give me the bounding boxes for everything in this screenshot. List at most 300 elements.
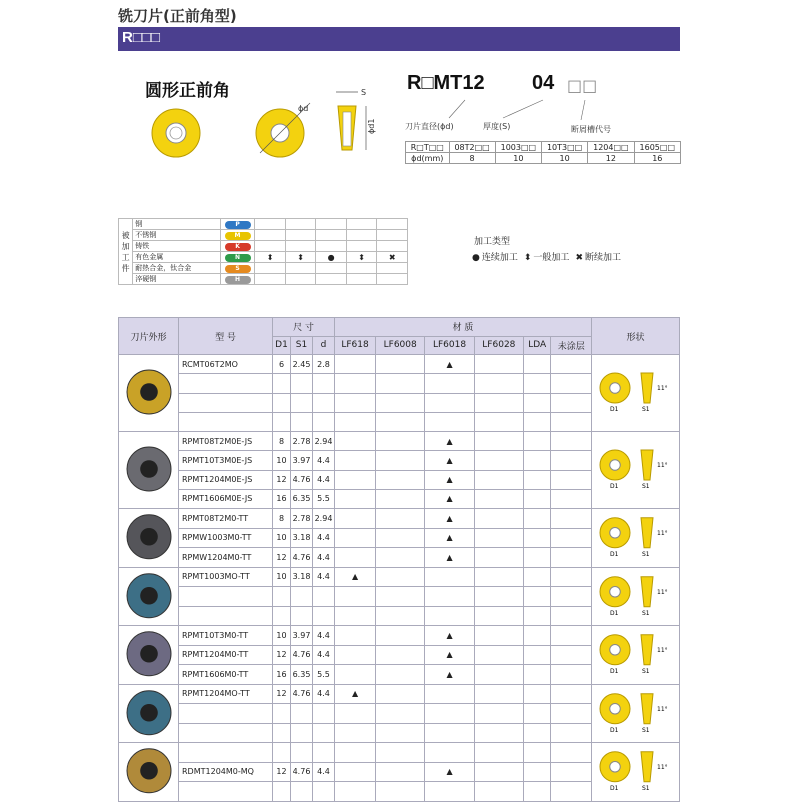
material-cell: [425, 704, 474, 724]
insert-form-cell: [592, 509, 680, 568]
process-title: 加工类型: [474, 237, 511, 247]
workpiece-row: [119, 263, 408, 274]
material-cell: ▲: [425, 665, 474, 685]
material-cell: [524, 489, 551, 508]
insert-table: [118, 317, 680, 802]
form-angle-label: 11°: [656, 763, 668, 771]
material-cell: [376, 470, 425, 489]
material-cell: [474, 587, 523, 607]
material-cell: ▲: [425, 509, 474, 529]
insert-photo: [121, 626, 177, 682]
model-cell: [179, 606, 273, 626]
header-s1: S1: [291, 336, 313, 355]
workpiece-symbol-cell: [346, 274, 377, 285]
material-cell: [376, 393, 425, 412]
material-cell: [425, 567, 474, 587]
dimension-table: [405, 141, 681, 164]
workpiece-code-cell: [220, 219, 255, 230]
material-cell: [551, 587, 592, 607]
dim-header-cell: 1605□□: [634, 142, 680, 153]
workpiece-symbol-cell: [346, 241, 377, 252]
d-cell: 4.4: [313, 645, 335, 665]
material-cell: [335, 451, 376, 470]
page-title: 铣刀片(正前角型): [118, 7, 237, 25]
workpiece-symbol-cell: [316, 230, 347, 241]
material-cell: [335, 432, 376, 451]
form-angle-label: 11°: [656, 529, 668, 537]
material-cell: [335, 470, 376, 489]
insert-shape-cell: [119, 355, 179, 432]
s1-cell: 3.97: [291, 626, 313, 646]
material-cell: [551, 782, 592, 802]
material-cell: ▲: [425, 528, 474, 548]
material-cell: [551, 489, 592, 508]
material-cell: [425, 743, 474, 763]
material-cell: [474, 489, 523, 508]
material-cell: [474, 567, 523, 587]
material-cell: [376, 548, 425, 568]
code-thickness: 04: [532, 72, 555, 94]
table-header-row: [119, 318, 680, 337]
form-s1-label: S1: [641, 483, 650, 490]
d1-cell: 12: [273, 645, 291, 665]
material-cell: [524, 606, 551, 626]
workpiece-symbol-cell: [377, 263, 408, 274]
s1-cell: 4.76: [291, 470, 313, 489]
s1-cell: 2.45: [291, 355, 313, 374]
material-cell: [524, 567, 551, 587]
material-cell: [376, 723, 425, 743]
material-cell: [524, 645, 551, 665]
material-cell: [524, 743, 551, 763]
workpiece-symbol-cell: [285, 241, 316, 252]
d1-cell: [273, 704, 291, 724]
insert-shape-cell: [119, 743, 179, 802]
form-angle-label: 11°: [656, 705, 668, 713]
material-cell: [335, 704, 376, 724]
insert-form-drawing: [593, 432, 679, 506]
table-row: [119, 432, 680, 451]
diameter-label: ϕd: [298, 104, 309, 113]
form-d1-label: D1: [609, 667, 618, 675]
d-cell: [313, 723, 335, 743]
workpiece-code-cell: [220, 263, 255, 274]
material-cell: [551, 374, 592, 393]
workpiece-symbol-cell: ⬍: [285, 252, 316, 263]
dim-value-cell: 16: [634, 153, 680, 164]
d-cell: 4.4: [313, 528, 335, 548]
workpiece-row: [119, 252, 408, 263]
d1-cell: 10: [273, 451, 291, 470]
table-row: [119, 626, 680, 646]
insert-photo: [121, 685, 177, 741]
d-cell: 4.4: [313, 451, 335, 470]
form-d1-label: D1: [609, 550, 618, 558]
insert-photo: [121, 355, 177, 429]
dim-value-cell: 10: [542, 153, 588, 164]
workpiece-symbol-cell: [316, 241, 347, 252]
material-cell: [335, 374, 376, 393]
d-cell: 4.4: [313, 626, 335, 646]
material-cell: [335, 782, 376, 802]
header-d1: D1: [273, 336, 291, 355]
workpiece-name: 耐热合金，钛合金: [133, 263, 221, 274]
workpiece-symbol-cell: [316, 263, 347, 274]
side-label-char: 被: [121, 230, 130, 240]
material-cell: [335, 489, 376, 508]
model-cell: [179, 743, 273, 763]
side-label-char: 工: [121, 252, 130, 262]
insert-form-cell: [592, 743, 680, 802]
insert-form-drawing: [593, 626, 679, 682]
model-cell: RPMW1204M0-TT: [179, 548, 273, 568]
d-cell: 2.94: [313, 509, 335, 529]
model-cell: [179, 412, 273, 431]
insert-shape-cell: [119, 432, 179, 509]
material-cell: [474, 684, 523, 704]
insert-form-cell: [592, 567, 680, 626]
dim-value-cell: 8: [449, 153, 495, 164]
band-label: R□□□: [122, 29, 161, 46]
workpiece-symbol-cell: [346, 263, 377, 274]
material-cell: [551, 509, 592, 529]
workpiece-symbol-cell: [255, 219, 286, 230]
d1-cell: [273, 374, 291, 393]
d1-cell: 12: [273, 684, 291, 704]
workpiece-code-cell: [220, 252, 255, 263]
code-main: R□MT12: [407, 72, 485, 94]
model-cell: RPMT1606M0-TT: [179, 665, 273, 685]
form-angle-label: 11°: [656, 588, 668, 596]
material-cell: ▲: [425, 489, 474, 508]
insert-photo: [121, 432, 177, 506]
d-cell: 4.4: [313, 762, 335, 782]
dim-value-cell: 12: [588, 153, 634, 164]
material-cell: [376, 743, 425, 763]
process-symbol: ✖: [575, 253, 583, 263]
material-cell: [335, 665, 376, 685]
s1-cell: [291, 743, 313, 763]
header-form: 形状: [592, 318, 680, 355]
model-cell: [179, 704, 273, 724]
d1-cell: [273, 743, 291, 763]
workpiece-side-label: [119, 219, 133, 285]
insert-dimension-view: [252, 95, 328, 161]
workpiece-symbol-cell: [285, 230, 316, 241]
dimension-header-row: [406, 142, 681, 153]
dimension-value-row: [406, 153, 681, 164]
workpiece-symbol-cell: [346, 230, 377, 241]
form-s1-label: S1: [641, 784, 650, 792]
material-cell: [474, 782, 523, 802]
workpiece-code-cell: [220, 274, 255, 285]
side-label-char: 加: [121, 241, 130, 251]
material-cell: [551, 645, 592, 665]
d-cell: [313, 374, 335, 393]
s1-cell: 3.97: [291, 451, 313, 470]
material-cell: [376, 684, 425, 704]
s1-cell: 6.35: [291, 489, 313, 508]
d1-cell: 16: [273, 665, 291, 685]
material-cell: [524, 509, 551, 529]
form-s1-label: S1: [641, 667, 650, 675]
model-cell: RPMT1204M0E-JS: [179, 470, 273, 489]
insert-shape-cell: [119, 509, 179, 568]
material-cell: [425, 412, 474, 431]
d-cell: [313, 782, 335, 802]
d1-cell: 10: [273, 567, 291, 587]
form-s1-label: S1: [641, 406, 650, 413]
insert-shape-cell: [119, 567, 179, 626]
material-cell: [551, 723, 592, 743]
s1-cell: [291, 587, 313, 607]
material-cell: [376, 528, 425, 548]
model-cell: RPMT08T2M0-TT: [179, 509, 273, 529]
workpiece-symbol-cell: [316, 219, 347, 230]
workpiece-code-cell: [220, 241, 255, 252]
dim-header-cell: R□T□□: [406, 142, 450, 153]
workpiece-name: 淬硬钢: [133, 274, 221, 285]
material-cell: ▲: [425, 355, 474, 374]
form-s1-label: S1: [641, 550, 650, 558]
d-cell: [313, 743, 335, 763]
model-cell: RPMT08T2M0E-JS: [179, 432, 273, 451]
material-cell: [524, 432, 551, 451]
model-cell: RPMT1204MO-TT: [179, 684, 273, 704]
material-cell: [335, 645, 376, 665]
workpiece-symbol-cell: [255, 263, 286, 274]
material-cell: [376, 432, 425, 451]
s1-cell: 4.76: [291, 645, 313, 665]
insert-side-view: [332, 82, 386, 162]
material-cell: ▲: [425, 470, 474, 489]
workpiece-code-cell: [220, 230, 255, 241]
d-cell: 5.5: [313, 665, 335, 685]
s1-cell: 3.18: [291, 567, 313, 587]
process-symbol: ●: [472, 253, 480, 263]
s1-cell: [291, 704, 313, 724]
material-cell: [474, 355, 523, 374]
material-cell: [474, 412, 523, 431]
material-cell: [376, 489, 425, 508]
s1-cell: 4.76: [291, 684, 313, 704]
material-cell: [551, 470, 592, 489]
material-cell: [335, 412, 376, 431]
workpiece-symbol-cell: ⬍: [346, 252, 377, 263]
insert-form-drawing: [593, 509, 679, 565]
material-cell: [335, 393, 376, 412]
material-cell: [551, 451, 592, 470]
d1-cell: 16: [273, 489, 291, 508]
header-material: 材 质: [335, 318, 592, 337]
material-cell: [376, 587, 425, 607]
material-cell: [425, 393, 474, 412]
workpiece-symbol-cell: [316, 274, 347, 285]
model-cell: RPMT1606M0E-JS: [179, 489, 273, 508]
d-cell: [313, 704, 335, 724]
material-cell: [376, 451, 425, 470]
code-leader-lines: [405, 94, 685, 124]
iso-badge: S: [225, 265, 251, 273]
iso-badge: N: [225, 254, 251, 262]
material-cell: ▲: [425, 432, 474, 451]
material-cell: [474, 704, 523, 724]
workpiece-symbol-cell: [377, 219, 408, 230]
d1-cell: 8: [273, 509, 291, 529]
material-cell: [335, 548, 376, 568]
d-cell: [313, 393, 335, 412]
iso-badge: P: [225, 221, 251, 229]
model-cell: RDMT1204M0-MQ: [179, 762, 273, 782]
insert-photo: [121, 568, 177, 624]
form-d1-label: D1: [609, 726, 618, 734]
material-cell: [474, 762, 523, 782]
thickness-label: S: [361, 88, 367, 97]
material-cell: [551, 665, 592, 685]
process-legend: [472, 250, 627, 263]
material-cell: [376, 626, 425, 646]
form-s1-label: S1: [641, 609, 650, 617]
s1-cell: 4.76: [291, 548, 313, 568]
material-cell: [474, 528, 523, 548]
material-cell: [551, 606, 592, 626]
d-cell: [313, 587, 335, 607]
d1-cell: [273, 587, 291, 607]
material-cell: [524, 548, 551, 568]
material-cell: [524, 355, 551, 374]
material-cell: [551, 528, 592, 548]
material-cell: [376, 355, 425, 374]
code-suffix: □□: [567, 76, 598, 95]
material-cell: [335, 528, 376, 548]
material-cell: [474, 723, 523, 743]
header-size: 尺 寸: [273, 318, 335, 337]
material-cell: [551, 355, 592, 374]
dim-value-cell: ϕd(mm): [406, 153, 450, 164]
material-cell: [551, 567, 592, 587]
workpiece-row: [119, 230, 408, 241]
material-cell: [376, 509, 425, 529]
form-d1-label: D1: [609, 406, 618, 413]
material-cell: [425, 782, 474, 802]
d-cell: 2.8: [313, 355, 335, 374]
material-cell: [524, 451, 551, 470]
s1-cell: [291, 606, 313, 626]
material-cell: [376, 374, 425, 393]
material-cell: [474, 509, 523, 529]
material-cell: [376, 567, 425, 587]
material-cell: [376, 704, 425, 724]
workpiece-symbol-cell: ✖: [377, 252, 408, 263]
iso-badge: H: [225, 276, 251, 284]
header-d: d: [313, 336, 335, 355]
material-cell: ▲: [425, 548, 474, 568]
material-cell: [551, 743, 592, 763]
dim-header-cell: 10T3□□: [542, 142, 588, 153]
material-cell: [524, 393, 551, 412]
material-cell: [376, 665, 425, 685]
material-cell: [425, 723, 474, 743]
s1-cell: [291, 723, 313, 743]
process-symbol: ⬍: [523, 253, 532, 263]
table-row: [119, 509, 680, 529]
material-cell: [425, 374, 474, 393]
d-cell: 2.94: [313, 432, 335, 451]
insert-top-view: [150, 107, 202, 159]
material-cell: [474, 606, 523, 626]
d-cell: 4.4: [313, 567, 335, 587]
header-lf618: LF618: [335, 336, 376, 355]
material-cell: ▲: [425, 645, 474, 665]
header-model: 型 号: [179, 318, 273, 355]
header-shape: 刀片外形: [119, 318, 179, 355]
d-cell: [313, 412, 335, 431]
header-lf6018: LF6018: [425, 336, 474, 355]
material-cell: [474, 743, 523, 763]
material-cell: [474, 626, 523, 646]
workpiece-symbol-cell: [255, 230, 286, 241]
model-cell: RPMT1003MO-TT: [179, 567, 273, 587]
d-cell: 5.5: [313, 489, 335, 508]
material-cell: [474, 645, 523, 665]
model-cell: RPMW1003M0-TT: [179, 528, 273, 548]
workpiece-row: [119, 219, 408, 230]
workpiece-name: 铸铁: [133, 241, 221, 252]
insert-form-drawing: [593, 685, 679, 741]
form-d1-label: D1: [609, 784, 618, 792]
material-cell: [524, 762, 551, 782]
material-cell: [474, 432, 523, 451]
material-cell: [524, 782, 551, 802]
dim-header-cell: 1204□□: [588, 142, 634, 153]
iso-badge: M: [225, 232, 251, 240]
workpiece-symbol-cell: [377, 230, 408, 241]
material-cell: [474, 451, 523, 470]
model-cell: RCMT06T2MO: [179, 355, 273, 374]
material-cell: [551, 684, 592, 704]
material-cell: [524, 412, 551, 431]
material-cell: [474, 374, 523, 393]
d1-cell: 12: [273, 470, 291, 489]
insert-form-drawing: [593, 568, 679, 624]
insert-photo: [121, 743, 177, 799]
inner-diameter-label: ϕd1: [367, 118, 376, 134]
form-d1-label: D1: [609, 483, 618, 490]
model-cell: [179, 782, 273, 802]
dim-value-cell: 10: [495, 153, 541, 164]
iso-badge: K: [225, 243, 251, 251]
table-row: [119, 355, 680, 374]
section-title: 圆形正前角: [145, 81, 230, 101]
process-label: 断续加工: [584, 253, 621, 263]
material-cell: [551, 704, 592, 724]
s1-cell: [291, 782, 313, 802]
d-cell: 4.4: [313, 684, 335, 704]
material-cell: [551, 762, 592, 782]
d1-cell: 8: [273, 432, 291, 451]
workpiece-symbol-cell: ⬍: [255, 252, 286, 263]
material-cell: [474, 393, 523, 412]
material-cell: [524, 587, 551, 607]
material-cell: [474, 470, 523, 489]
workpiece-name: 钢: [133, 219, 221, 230]
table-row: [119, 684, 680, 704]
d1-cell: 10: [273, 528, 291, 548]
workpiece-symbol-cell: [377, 274, 408, 285]
process-label: 一般加工: [533, 253, 570, 263]
d1-cell: [273, 606, 291, 626]
material-cell: [524, 626, 551, 646]
